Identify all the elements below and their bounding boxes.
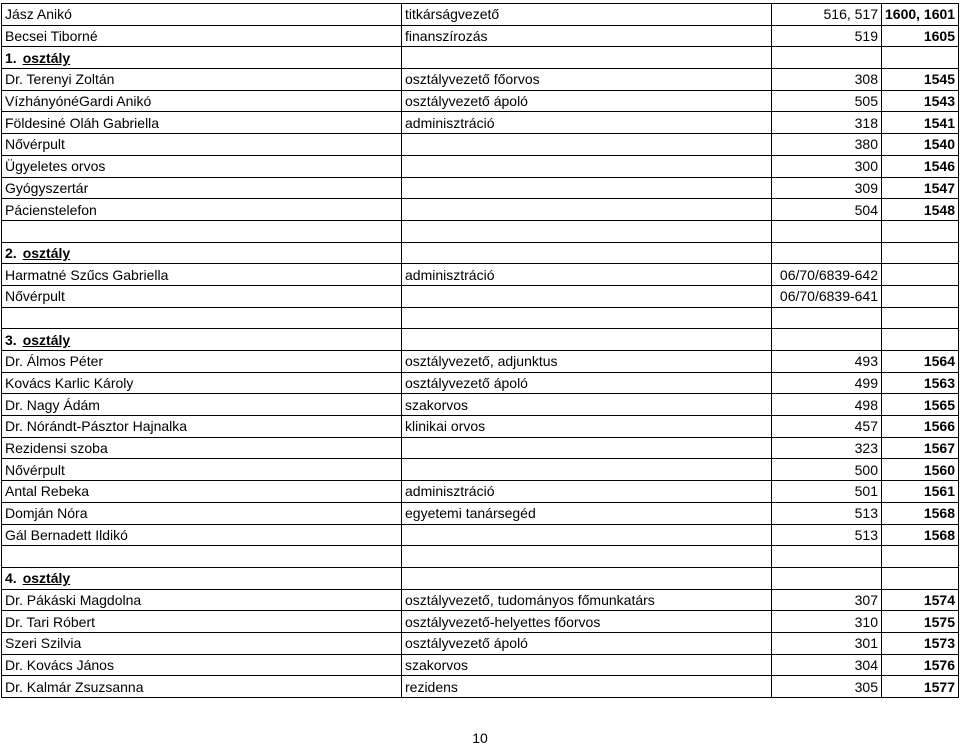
empty-cell — [402, 47, 772, 69]
phone-cell: 493 — [772, 351, 882, 373]
table-row — [2, 481, 959, 503]
page-number: 10 — [472, 730, 488, 746]
extension-cell: 1600, 1601 — [882, 4, 959, 26]
role-cell — [402, 285, 772, 307]
phone-cell: 516, 517 — [772, 4, 882, 26]
blank-row — [2, 307, 959, 329]
role-cell: adminisztráció — [402, 481, 772, 503]
table-row — [2, 632, 959, 654]
table-row — [2, 134, 959, 156]
role-cell: szakorvos — [402, 394, 772, 416]
phone-cell: 06/70/6839-641 — [772, 285, 882, 307]
role-cell: osztályvezető, adjunktus — [402, 351, 772, 373]
table-row — [2, 69, 959, 91]
contact-name-cell: Nővérpult — [2, 134, 402, 156]
section-label: osztály — [22, 244, 71, 261]
contact-name-cell: Harmatné Szűcs Gabriella — [2, 264, 402, 286]
table-row — [2, 416, 959, 438]
extension-cell — [882, 264, 959, 286]
phone-cell: 513 — [772, 502, 882, 524]
extension-cell: 1547 — [882, 177, 959, 199]
extension-cell: 1543 — [882, 90, 959, 112]
section-number: 4. — [5, 570, 17, 587]
phone-cell: 504 — [772, 199, 882, 221]
contact-name-cell: Kovács Karlic Károly — [2, 372, 402, 394]
extension-cell: 1568 — [882, 524, 959, 546]
section-number: 2. — [5, 244, 17, 261]
phone-cell: 519 — [772, 25, 882, 47]
contact-name-cell: Földesiné Oláh Gabriella — [2, 112, 402, 134]
empty-cell — [2, 220, 402, 242]
contact-name-cell: Gyógyszertár — [2, 177, 402, 199]
table-row — [2, 264, 959, 286]
empty-cell — [772, 242, 882, 264]
table-row — [2, 589, 959, 611]
phone-cell: 310 — [772, 611, 882, 633]
role-cell — [402, 524, 772, 546]
role-cell: adminisztráció — [402, 112, 772, 134]
table-row — [2, 524, 959, 546]
extension-cell: 1564 — [882, 351, 959, 373]
empty-cell — [2, 546, 402, 568]
phone-cell: 499 — [772, 372, 882, 394]
contact-name-cell: Dr. Kalmár Zsuzsanna — [2, 676, 402, 698]
role-cell — [402, 155, 772, 177]
table-row — [2, 611, 959, 633]
empty-cell — [772, 546, 882, 568]
extension-cell: 1576 — [882, 654, 959, 676]
extension-cell: 1573 — [882, 632, 959, 654]
empty-cell — [402, 307, 772, 329]
section-label: osztály — [22, 331, 71, 348]
section-number: 1. — [5, 49, 17, 66]
table-row — [2, 351, 959, 373]
blank-row — [2, 546, 959, 568]
empty-cell — [2, 307, 402, 329]
empty-cell — [772, 220, 882, 242]
table-row — [2, 437, 959, 459]
extension-cell: 1575 — [882, 611, 959, 633]
phone-cell: 323 — [772, 437, 882, 459]
role-cell: adminisztráció — [402, 264, 772, 286]
extension-cell: 1546 — [882, 155, 959, 177]
contact-name-cell: Gál Bernadett Ildikó — [2, 524, 402, 546]
table-row — [2, 90, 959, 112]
role-cell: titkárságvezető — [402, 4, 772, 26]
phone-cell: 501 — [772, 481, 882, 503]
phone-directory-table — [1, 3, 959, 698]
table-row — [2, 25, 959, 47]
empty-cell — [402, 242, 772, 264]
section-header-row — [2, 329, 959, 351]
extension-cell: 1548 — [882, 199, 959, 221]
empty-cell — [882, 242, 959, 264]
table-row — [2, 285, 959, 307]
empty-cell — [402, 220, 772, 242]
table-row — [2, 654, 959, 676]
contact-name-cell: Antal Rebeka — [2, 481, 402, 503]
contact-name-cell: VízhányónéGardi Anikó — [2, 90, 402, 112]
table-row — [2, 155, 959, 177]
phone-cell: 309 — [772, 177, 882, 199]
phone-cell: 318 — [772, 112, 882, 134]
role-cell: osztályvezető ápoló — [402, 632, 772, 654]
phone-cell: 308 — [772, 69, 882, 91]
contact-name-cell: Nővérpult — [2, 285, 402, 307]
extension-cell: 1560 — [882, 459, 959, 481]
phone-cell: 457 — [772, 416, 882, 438]
phone-cell: 300 — [772, 155, 882, 177]
phone-cell: 380 — [772, 134, 882, 156]
extension-cell: 1565 — [882, 394, 959, 416]
extension-cell: 1540 — [882, 134, 959, 156]
contact-name-cell: Dr. Terenyi Zoltán — [2, 69, 402, 91]
extension-cell: 1577 — [882, 676, 959, 698]
table-row — [2, 112, 959, 134]
role-cell — [402, 459, 772, 481]
role-cell: szakorvos — [402, 654, 772, 676]
role-cell — [402, 177, 772, 199]
table-row — [2, 502, 959, 524]
contact-name-cell: Szeri Szilvia — [2, 632, 402, 654]
phone-cell: 500 — [772, 459, 882, 481]
extension-cell: 1545 — [882, 69, 959, 91]
empty-cell — [882, 220, 959, 242]
section-header — [2, 567, 402, 589]
table-row — [2, 177, 959, 199]
role-cell — [402, 437, 772, 459]
empty-cell — [882, 307, 959, 329]
table-row — [2, 676, 959, 698]
extension-cell: 1605 — [882, 25, 959, 47]
contact-name-cell: Dr. Tari Róbert — [2, 611, 402, 633]
empty-cell — [882, 546, 959, 568]
extension-cell: 1566 — [882, 416, 959, 438]
table-row — [2, 4, 959, 26]
phone-cell: 305 — [772, 676, 882, 698]
empty-cell — [772, 307, 882, 329]
section-header — [2, 242, 402, 264]
extension-cell: 1561 — [882, 481, 959, 503]
contact-name-cell: Pácienstelefon — [2, 199, 402, 221]
contact-name-cell: Rezidensi szoba — [2, 437, 402, 459]
extension-cell — [882, 285, 959, 307]
section-number: 3. — [5, 331, 17, 348]
section-label: osztály — [22, 49, 71, 66]
section-header-row — [2, 242, 959, 264]
extension-cell: 1563 — [882, 372, 959, 394]
role-cell: osztályvezető ápoló — [402, 372, 772, 394]
phone-cell: 498 — [772, 394, 882, 416]
extension-cell: 1541 — [882, 112, 959, 134]
extension-cell: 1568 — [882, 502, 959, 524]
section-header — [2, 47, 402, 69]
table-row — [2, 372, 959, 394]
empty-cell — [772, 567, 882, 589]
empty-cell — [772, 47, 882, 69]
empty-cell — [402, 329, 772, 351]
contact-name-cell: Ügyeletes orvos — [2, 155, 402, 177]
contact-name-cell: Becsei Tiborné — [2, 25, 402, 47]
extension-cell: 1567 — [882, 437, 959, 459]
phone-cell: 06/70/6839-642 — [772, 264, 882, 286]
role-cell: osztályvezető-helyettes főorvos — [402, 611, 772, 633]
extension-cell: 1574 — [882, 589, 959, 611]
contact-name-cell: Dr. Álmos Péter — [2, 351, 402, 373]
section-header-row — [2, 47, 959, 69]
role-cell: klinikai orvos — [402, 416, 772, 438]
phone-cell: 505 — [772, 90, 882, 112]
role-cell: osztályvezető, tudományos főmunkatárs — [402, 589, 772, 611]
role-cell: egyetemi tanársegéd — [402, 502, 772, 524]
empty-cell — [402, 546, 772, 568]
section-label: osztály — [22, 570, 71, 587]
contact-name-cell: Dr. Nórándt-Pásztor Hajnalka — [2, 416, 402, 438]
section-header-row — [2, 567, 959, 589]
phone-cell: 513 — [772, 524, 882, 546]
empty-cell — [772, 329, 882, 351]
role-cell — [402, 134, 772, 156]
contact-name-cell: Nővérpult — [2, 459, 402, 481]
contact-name-cell: Dr. Pákáski Magdolna — [2, 589, 402, 611]
empty-cell — [882, 329, 959, 351]
blank-row — [2, 220, 959, 242]
table-row — [2, 394, 959, 416]
phone-cell: 307 — [772, 589, 882, 611]
phone-cell: 301 — [772, 632, 882, 654]
contact-name-cell: Dr. Nagy Ádám — [2, 394, 402, 416]
role-cell: osztályvezető ápoló — [402, 90, 772, 112]
contact-name-cell: Jász Anikó — [2, 4, 402, 26]
role-cell: finanszírozás — [402, 25, 772, 47]
contact-name-cell: Dr. Kovács János — [2, 654, 402, 676]
contact-name-cell: Domján Nóra — [2, 502, 402, 524]
role-cell: rezidens — [402, 676, 772, 698]
empty-cell — [882, 47, 959, 69]
section-header — [2, 329, 402, 351]
empty-cell — [402, 567, 772, 589]
table-row — [2, 199, 959, 221]
empty-cell — [882, 567, 959, 589]
phone-cell: 304 — [772, 654, 882, 676]
directory-body — [2, 4, 959, 698]
role-cell — [402, 199, 772, 221]
table-row — [2, 459, 959, 481]
role-cell: osztályvezető főorvos — [402, 69, 772, 91]
